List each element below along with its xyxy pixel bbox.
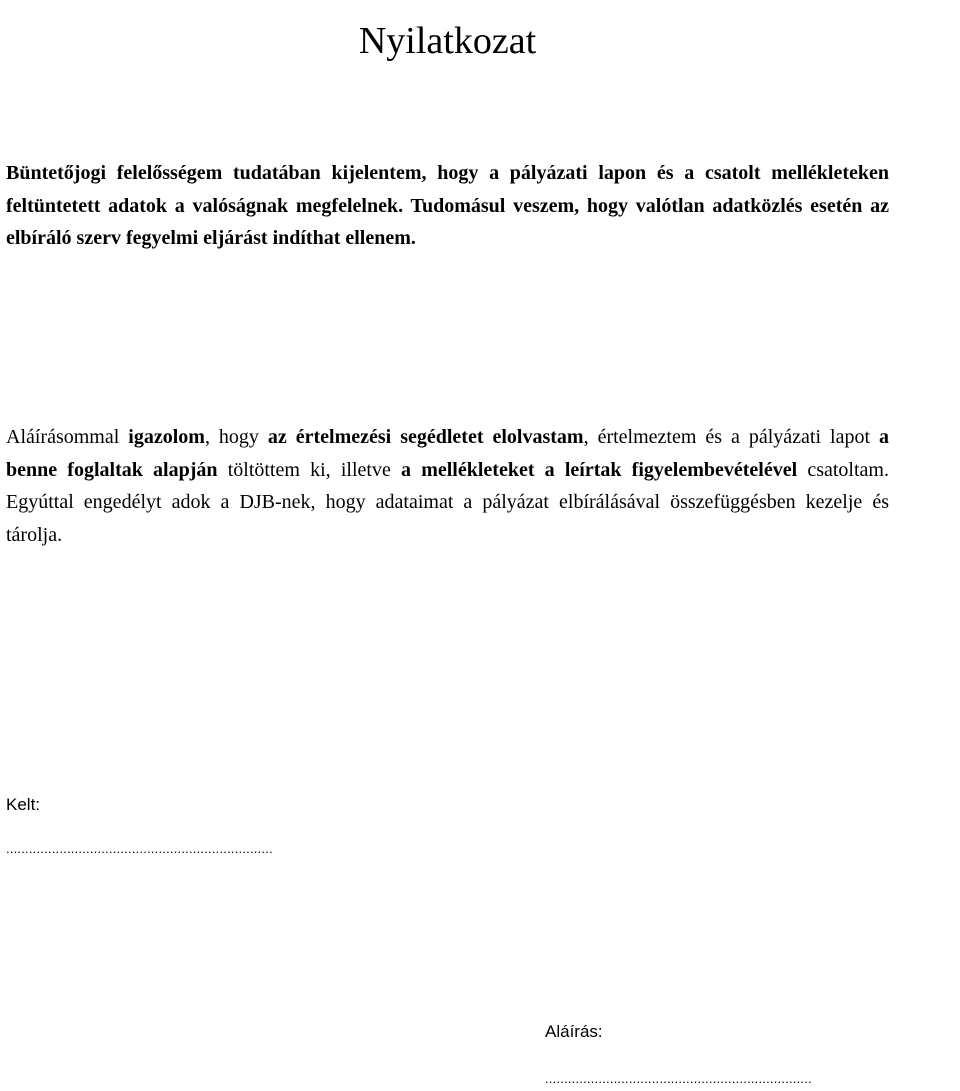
consent-bold-1: igazolom	[128, 426, 205, 448]
consent-bold-3: a benne foglaltak alapján	[6, 426, 889, 481]
signature-label: Aláírás:	[545, 1022, 603, 1041]
consent-bold-2: az értelmezési segédletet elolvastam	[267, 426, 584, 448]
signature-line[interactable]: ......................................................................	[545, 1071, 812, 1086]
consent-text-3: , értelmeztem és a pályázati lapot	[583, 426, 879, 448]
consent-bold-4: a mellékleteket a leírtak figyelembevételével	[401, 458, 798, 481]
consent-paragraph	[6, 421, 889, 551]
declaration-paragraph: Büntetőjogi felelősségem tudatában kijelentem, hogy a pályázati lapon és a csatolt mellékleteken feltüntetett adatok a valóságnak megfelelnek. Tudomásul veszem, hogy valótlan adatközlés esetén az elbíráló szerv fegyelmi eljárást indíthat ellenem.	[6, 162, 889, 249]
consent-text-4: töltöttem ki, illetve	[217, 458, 402, 481]
kelt-date-line[interactable]: ......................................................................	[6, 841, 273, 856]
kelt-label: Kelt:	[6, 795, 41, 814]
document-title: Nyilatkozat	[358, 20, 537, 63]
consent-text-1: Aláírásommal	[6, 426, 129, 448]
consent-text-5: csatoltam. Egyúttal engedélyt adok a DJB-nek, hogy adataimat a pályázat elbírálásával összefüggésben kezelje és tárolja.	[6, 458, 889, 546]
consent-text-2: , hogy	[204, 426, 268, 448]
